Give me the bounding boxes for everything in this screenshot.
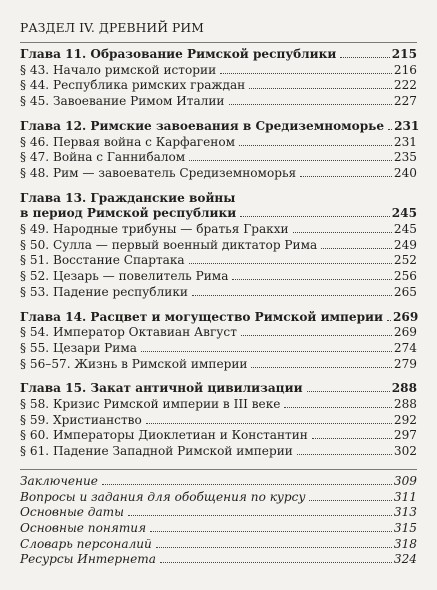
page-number: 245	[391, 206, 417, 221]
dot-leader	[293, 232, 392, 233]
page-number: 313	[393, 505, 417, 520]
toc-entry-title: Вопросы и задания для обобщения по курсу	[20, 489, 306, 504]
paragraph-entry[interactable]	[20, 135, 417, 151]
toc-entry-title: § 49. Народные трибуны — братья Гракхи	[20, 222, 289, 237]
chapter-block	[20, 191, 417, 301]
chapter-block	[20, 118, 420, 182]
dot-leader	[240, 216, 390, 217]
chapter-heading[interactable]	[20, 310, 417, 326]
back-matter-rule	[20, 469, 417, 470]
toc-entry-title: Основные понятия	[20, 520, 147, 535]
toc-entry-title: § 47. Война с Ганнибалом	[20, 150, 186, 165]
toc-entry-title: Глава 14. Расцвет и могущество Римской империи	[20, 309, 383, 324]
chapter-heading[interactable]	[20, 47, 417, 63]
dot-leader	[232, 279, 391, 280]
dot-leader	[156, 547, 392, 548]
page-number: 249	[393, 237, 417, 252]
toc-entry-title: § 46. Первая война с Карфагеном	[20, 134, 236, 149]
toc-entry-title: Заключение	[20, 473, 98, 488]
toc-entry-title: § 54. Император Октавиан Август	[20, 325, 237, 340]
toc-entry-title: § 48. Рим — завоеватель Средиземноморья	[20, 165, 297, 180]
page-number: 231	[393, 134, 417, 149]
paragraph-entry[interactable]	[20, 269, 417, 285]
page-number: 297	[393, 428, 417, 443]
paragraph-entry[interactable]	[20, 325, 417, 341]
page-number: 274	[393, 340, 417, 355]
chapter-heading[interactable]	[20, 381, 417, 397]
page-number: 252	[393, 253, 417, 268]
toc-entry-title: § 51. Восстание Спартака	[20, 253, 185, 268]
toc-entry-title: Основные даты	[20, 505, 124, 520]
paragraph-entry[interactable]	[20, 444, 417, 460]
dot-leader	[241, 335, 392, 336]
page-number: 215	[391, 47, 417, 61]
back-matter-entry[interactable]	[20, 490, 417, 506]
paragraph-entry[interactable]	[20, 397, 417, 413]
paragraph-entry[interactable]	[20, 94, 417, 110]
toc-entry-title: Глава 13. Гражданские войны	[20, 190, 236, 205]
paragraph-entry[interactable]	[20, 357, 417, 373]
dot-leader	[102, 484, 392, 485]
page-number: 240	[393, 165, 417, 180]
toc-entry-title: Ресурсы Интернета	[20, 552, 156, 567]
dot-leader	[340, 57, 389, 58]
dot-leader	[150, 531, 392, 532]
chapter-block	[20, 381, 417, 460]
chapter-heading[interactable]	[20, 118, 420, 135]
paragraph-entry[interactable]	[20, 341, 417, 357]
dot-leader	[160, 562, 392, 563]
chapter-heading[interactable]	[20, 191, 417, 207]
page-number: 288	[393, 397, 417, 412]
toc-entry-title: Глава 11. Образование Римской республики	[20, 47, 337, 61]
page-number: 245	[393, 222, 417, 237]
page-number: 265	[393, 284, 417, 299]
toc-entry-title: § 53. Падение республики	[20, 284, 188, 299]
page-number: 318	[393, 536, 417, 551]
dot-leader	[284, 407, 391, 408]
back-matter-entry[interactable]	[20, 552, 417, 568]
chapter-heading-continued[interactable]	[20, 206, 417, 222]
table-of-contents	[20, 47, 420, 568]
page-number: 269	[393, 309, 419, 324]
toc-entry-title: § 58. Кризис Римской империи в III веке	[20, 397, 281, 412]
toc-entry-title: Глава 12. Римские завоевания в Средиземноморье	[20, 118, 385, 133]
paragraph-entry[interactable]	[20, 78, 417, 94]
back-matter-entry[interactable]	[20, 537, 417, 553]
toc-entry-title: § 59. Христианство	[20, 412, 142, 427]
page-number: 311	[393, 489, 417, 504]
page-number: 222	[393, 78, 417, 93]
dot-leader	[229, 104, 392, 105]
paragraph-entry[interactable]	[20, 63, 417, 79]
section-rule	[20, 42, 417, 43]
page-number: 315	[393, 520, 417, 535]
toc-entry-title: § 60. Императоры Диоклетиан и Константин	[20, 428, 308, 443]
dot-leader	[128, 515, 392, 516]
toc-entry-title: § 56–57. Жизнь в Римской империи	[20, 356, 248, 371]
dot-leader	[189, 263, 392, 264]
back-matter-entry[interactable]	[20, 505, 417, 521]
toc-entry-title: в период Римской республики	[20, 206, 237, 221]
page-number: 231	[394, 118, 420, 133]
dot-leader	[141, 351, 392, 352]
toc-entry-title: § 45. Завоевание Римом Италии	[20, 94, 225, 109]
section-title: РАЗДЕЛ IV. ДРЕВНИЙ РИМ	[20, 21, 204, 35]
paragraph-entry[interactable]	[20, 238, 417, 254]
toc-entry-title: Глава 15. Закат античной цивилизации	[20, 381, 303, 396]
toc-entry-title: § 61. Падение Западной Римской империи	[20, 444, 293, 459]
dot-leader	[387, 320, 391, 321]
page-number: 309	[393, 473, 417, 488]
dot-leader	[300, 176, 392, 177]
dot-leader	[321, 248, 392, 249]
paragraph-entry[interactable]	[20, 253, 417, 269]
paragraph-entry[interactable]	[20, 222, 417, 238]
toc-page	[20, 20, 420, 568]
toc-entry-title: § 43. Начало римской истории	[20, 62, 217, 77]
paragraph-entry[interactable]	[20, 150, 417, 166]
page-number: 302	[393, 444, 417, 459]
page-number: 269	[393, 325, 417, 340]
dot-leader	[312, 438, 392, 439]
chapter-block	[20, 47, 417, 110]
paragraph-entry[interactable]	[20, 428, 417, 444]
dot-leader	[249, 88, 392, 89]
dot-leader	[192, 295, 392, 296]
dot-leader	[146, 423, 392, 424]
paragraph-entry[interactable]	[20, 285, 417, 301]
toc-entry-title: § 50. Сулла — первый военный диктатор Рима	[20, 237, 318, 252]
dot-leader	[307, 391, 390, 392]
dot-leader	[388, 129, 392, 130]
toc-entry-title: § 55. Цезари Рима	[20, 340, 137, 355]
page-number: 227	[393, 94, 417, 109]
page-number: 235	[393, 150, 417, 165]
dot-leader	[220, 73, 392, 74]
dot-leader	[251, 367, 391, 368]
paragraph-entry[interactable]	[20, 166, 417, 182]
dot-leader	[297, 454, 392, 455]
toc-entry-title: § 52. Цезарь — повелитель Рима	[20, 269, 229, 284]
back-matter-entry[interactable]	[20, 474, 417, 490]
page-number: 288	[391, 381, 417, 396]
page-number: 256	[393, 269, 417, 284]
paragraph-entry[interactable]	[20, 413, 417, 429]
page-number: 216	[393, 62, 417, 77]
dot-leader	[189, 160, 392, 161]
toc-entry-title: § 44. Республика римских граждан	[20, 78, 246, 93]
page-number: 279	[393, 356, 417, 371]
dot-leader	[239, 145, 392, 146]
dot-leader	[309, 500, 391, 501]
page-number: 292	[393, 412, 417, 427]
back-matter-entry[interactable]	[20, 521, 417, 537]
page-number: 324	[393, 552, 417, 567]
toc-entry-title: Словарь персоналий	[20, 536, 152, 551]
chapter-block	[20, 310, 417, 373]
